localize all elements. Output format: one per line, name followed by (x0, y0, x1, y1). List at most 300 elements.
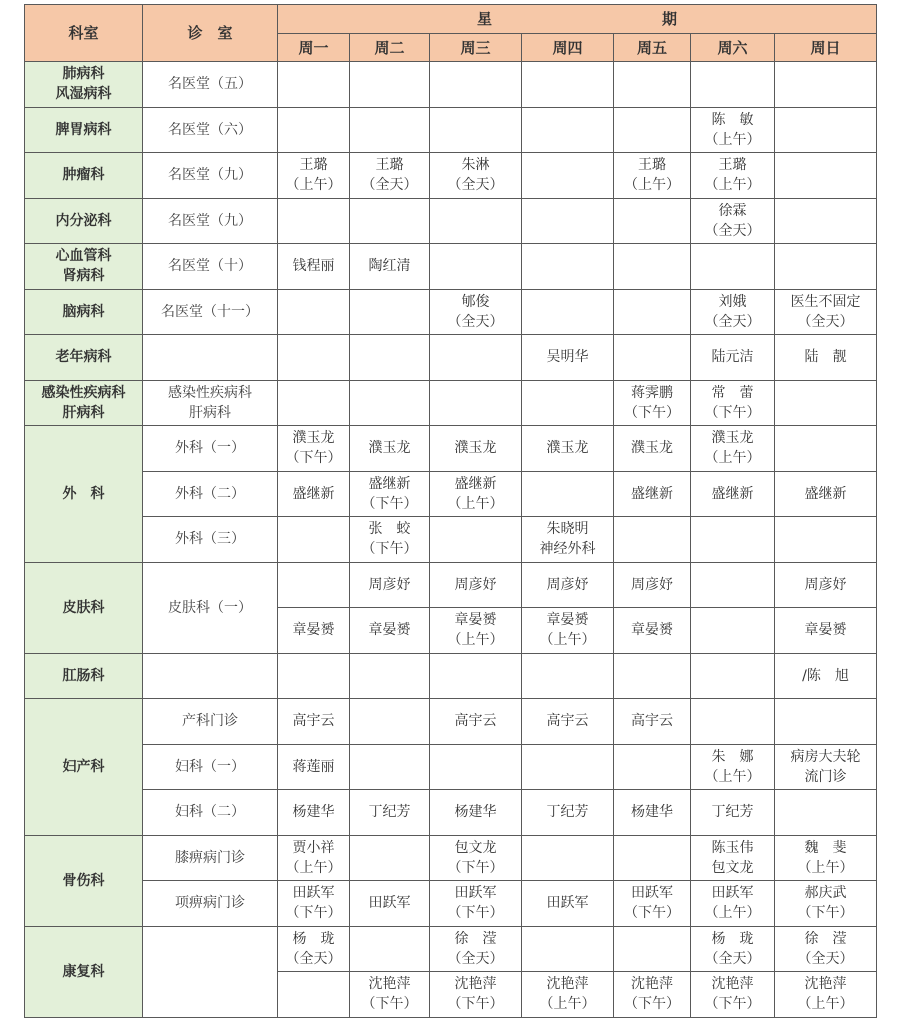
doctor-name: 盛继新 (454, 475, 497, 492)
schedule-cell (522, 471, 614, 517)
schedule-cell (522, 244, 614, 290)
schedule-row (25, 107, 877, 153)
schedule-cell (775, 744, 877, 790)
room-name: 项痹病门诊 (175, 895, 245, 912)
schedule-cell (350, 380, 430, 426)
doctor-name: 周彦妤 (368, 576, 411, 593)
schedule-cell (350, 972, 430, 1018)
schedule-cell (691, 335, 775, 381)
session-note: （全天） (704, 313, 761, 330)
dept-cell (25, 835, 143, 926)
schedule-cell (430, 244, 522, 290)
doctor-name: 杨 珑 (711, 930, 754, 947)
doctor-name: 盛继新 (711, 485, 754, 502)
schedule-cell (775, 289, 877, 335)
schedule-cell (522, 153, 614, 199)
doctor-name: 高宇云 (631, 713, 673, 730)
session-note: （下午） (285, 450, 342, 467)
schedule-cell (350, 926, 430, 972)
schedule-cell (278, 335, 350, 381)
schedule-body (25, 62, 877, 1018)
doctor-name: 杨建华 (292, 804, 335, 821)
session-note: （上午） (539, 632, 596, 649)
schedule-row (25, 198, 877, 244)
dept-cell (25, 426, 143, 563)
session-note: 流门诊 (804, 768, 847, 785)
session-note: 神经外科 (539, 541, 596, 558)
day-header: 周四 (522, 34, 614, 62)
doctor-name: 徐 滢 (454, 930, 497, 947)
schedule-cell (614, 289, 691, 335)
session-note: （上午） (704, 450, 761, 467)
session-note: （上午） (704, 131, 761, 148)
schedule-cell (614, 881, 691, 927)
schedule-cell (614, 153, 691, 199)
schedule-cell (691, 926, 775, 972)
schedule-cell (775, 881, 877, 927)
session-note: （下午） (447, 905, 504, 922)
schedule-cell (430, 972, 522, 1018)
schedule-cell (278, 562, 350, 608)
schedule-cell (691, 881, 775, 927)
dept-cell (25, 653, 143, 699)
schedule-row (25, 562, 877, 608)
week-header (278, 5, 877, 34)
room-cell (143, 926, 278, 1017)
schedule-cell (430, 562, 522, 608)
schedule-cell (278, 107, 350, 153)
doctor-name: 钱程丽 (292, 258, 335, 275)
doctor-name: 田跃军 (292, 885, 335, 902)
schedule-cell (430, 926, 522, 972)
schedule-row (25, 289, 877, 335)
session-note: （全天） (797, 313, 854, 330)
doctor-name: 周彦妤 (631, 576, 673, 593)
schedule-cell (278, 653, 350, 699)
schedule-cell (775, 62, 877, 108)
doctor-name: 包文龙 (454, 839, 497, 856)
doctor-name: 周彦妤 (546, 576, 589, 593)
session-note: （上午） (704, 905, 761, 922)
schedule-cell (614, 471, 691, 517)
schedule-cell (522, 380, 614, 426)
dept-cell (25, 562, 143, 653)
session-note: （全天） (704, 950, 761, 967)
doctor-name: 濮玉龙 (546, 440, 589, 457)
session-note: （下午） (624, 996, 680, 1013)
doctor-name: 张 蛟 (368, 521, 411, 538)
day-header: 周六 (691, 34, 775, 62)
dept-cell (25, 380, 143, 426)
schedule-cell (775, 471, 877, 517)
dept-name: 脑病科 (62, 303, 105, 320)
schedule-cell (614, 335, 691, 381)
room-name: 名医堂（九） (168, 212, 252, 229)
dept-name: 肾病科 (62, 268, 105, 285)
day-header: 周一 (278, 34, 350, 62)
room-header: 诊 室 (143, 5, 278, 62)
room-cell (143, 62, 278, 108)
doctor-name: 徐霖 (718, 202, 747, 219)
doctor-name: 章晏赟 (546, 612, 589, 629)
doctor-name: 丁纪芳 (711, 804, 754, 821)
doctor-name: 盛继新 (804, 485, 847, 502)
schedule-cell (430, 426, 522, 472)
doctor-name: 濮玉龙 (368, 440, 411, 457)
schedule-row (25, 653, 877, 699)
week-char: 星 (476, 10, 492, 28)
session-note: （下午） (704, 996, 761, 1013)
dept-cell (25, 289, 143, 335)
dept-name: 心血管科 (55, 248, 112, 265)
doctor-name: 陈 敏 (711, 111, 754, 128)
doctor-name: 郇俊 (461, 293, 490, 310)
schedule-cell (691, 380, 775, 426)
header-row (25, 5, 877, 34)
schedule-cell (350, 790, 430, 836)
schedule-cell (278, 972, 350, 1018)
schedule-cell (614, 790, 691, 836)
schedule-cell (691, 744, 775, 790)
session-note: （下午） (624, 905, 680, 922)
schedule-cell (350, 62, 430, 108)
schedule-cell (614, 835, 691, 881)
room-name: 妇科（二） (175, 804, 245, 821)
schedule-cell (522, 107, 614, 153)
schedule-cell (691, 653, 775, 699)
schedule-cell (350, 335, 430, 381)
doctor-name: 沈艳萍 (454, 976, 497, 993)
schedule-cell (430, 790, 522, 836)
room-cell (143, 744, 278, 790)
doctor-name: 高宇云 (292, 713, 335, 730)
schedule-cell (691, 699, 775, 745)
doctor-name: 濮玉龙 (292, 430, 335, 447)
schedule-cell (350, 198, 430, 244)
schedule-cell (691, 426, 775, 472)
dept-name: 骨伤科 (62, 872, 105, 889)
schedule-cell (775, 380, 877, 426)
dept-name: 肛肠科 (62, 667, 105, 684)
schedule-cell (775, 835, 877, 881)
session-note: （下午） (285, 905, 342, 922)
day-header: 周五 (614, 34, 691, 62)
session-note: （全天） (361, 177, 418, 194)
schedule-cell (278, 289, 350, 335)
doctor-name: 杨建华 (454, 804, 497, 821)
room-cell (143, 107, 278, 153)
schedule-cell (278, 790, 350, 836)
session-note: （上午） (285, 859, 342, 876)
schedule-cell (350, 426, 430, 472)
doctor-name: 章晏赟 (292, 622, 335, 639)
dept-header: 科室 (25, 5, 143, 62)
dept-name: 康复科 (62, 963, 105, 980)
doctor-name: 沈艳萍 (804, 976, 847, 993)
doctor-name: 田跃军 (546, 895, 589, 912)
room-cell (143, 699, 278, 745)
schedule-row (25, 699, 877, 745)
room-name: 名医堂（十） (168, 258, 252, 275)
schedule-cell (614, 426, 691, 472)
session-note: （下午） (447, 859, 504, 876)
session-note: （上午） (447, 632, 504, 649)
schedule-cell (775, 790, 877, 836)
schedule-cell (691, 62, 775, 108)
dept-name: 皮肤科 (62, 599, 105, 616)
session-note: （全天） (797, 950, 854, 967)
dept-name: 妇产科 (62, 758, 105, 775)
doctor-name: 盛继新 (292, 485, 335, 502)
doctor-name: 魏 斐 (804, 839, 847, 856)
room-cell (143, 562, 278, 653)
schedule-cell (430, 881, 522, 927)
session-note: 包文龙 (711, 859, 754, 876)
room-name: 妇科（一） (175, 758, 245, 775)
session-note: （下午） (797, 905, 854, 922)
doctor-name: 王璐 (638, 157, 666, 174)
doctor-name: 郝庆武 (804, 885, 847, 902)
session-note: （上午） (447, 495, 504, 512)
room-name: 皮肤科（一） (168, 599, 252, 616)
day-header: 周三 (430, 34, 522, 62)
doctor-name: 常 蕾 (711, 384, 754, 401)
schedule-cell (775, 198, 877, 244)
doctor-name: 医生不固定 (790, 293, 861, 310)
schedule-cell (691, 153, 775, 199)
session-note: （上午） (797, 996, 854, 1013)
schedule-cell (775, 562, 877, 608)
doctor-name: 病房大夫轮 (790, 748, 861, 765)
room-cell (143, 198, 278, 244)
session-note: （上午） (797, 859, 854, 876)
schedule-cell (430, 517, 522, 563)
schedule-cell (430, 699, 522, 745)
schedule-cell (775, 517, 877, 563)
doctor-name: 周彦妤 (454, 576, 497, 593)
schedule-cell (522, 289, 614, 335)
dept-name: 肺病科 (62, 66, 105, 83)
session-note: （下午） (447, 996, 504, 1013)
schedule-cell (691, 517, 775, 563)
schedule-row (25, 744, 877, 790)
schedule-cell (522, 790, 614, 836)
schedule-cell (775, 653, 877, 699)
room-name: 名医堂（十一） (161, 303, 259, 320)
schedule-cell (430, 471, 522, 517)
schedule-row (25, 380, 877, 426)
room-cell (143, 881, 278, 927)
schedule-cell (430, 289, 522, 335)
schedule-cell (614, 744, 691, 790)
doctor-name: 田跃军 (711, 885, 754, 902)
doctor-name: 徐 滢 (804, 930, 847, 947)
doctor-name: 盛继新 (631, 485, 673, 502)
schedule-cell (430, 653, 522, 699)
schedule-cell (775, 244, 877, 290)
schedule-row (25, 926, 877, 972)
schedule-cell (775, 972, 877, 1018)
schedule-table (24, 4, 877, 1018)
schedule-cell (278, 198, 350, 244)
doctor-name: 沈艳萍 (546, 976, 589, 993)
schedule-cell (775, 699, 877, 745)
schedule-row (25, 62, 877, 108)
session-note: （全天） (704, 222, 761, 239)
schedule-cell (522, 517, 614, 563)
dept-cell (25, 62, 143, 108)
session-note: （下午） (624, 404, 680, 421)
doctor-name: 高宇云 (454, 713, 497, 730)
doctor-name: 沈艳萍 (631, 976, 673, 993)
room-name: 感染性疾病科 (168, 384, 252, 401)
schedule-cell (430, 62, 522, 108)
session-note: （上午） (285, 177, 342, 194)
dept-name: 内分泌科 (55, 212, 112, 229)
doctor-name: 田跃军 (368, 895, 411, 912)
room-name: 名医堂（九） (168, 167, 252, 184)
doctor-name: 王璐 (718, 157, 747, 174)
schedule-cell (522, 198, 614, 244)
schedule-row (25, 881, 877, 927)
doctor-name: 朱 娜 (711, 748, 754, 765)
schedule-cell (430, 835, 522, 881)
room-name: 名医堂（五） (168, 76, 252, 93)
doctor-name: 王璐 (299, 157, 328, 174)
dept-name: 风湿病科 (55, 86, 112, 103)
schedule-cell (278, 744, 350, 790)
dept-name: 感染性疾病科 (41, 384, 126, 401)
schedule-cell (278, 835, 350, 881)
schedule-cell (278, 881, 350, 927)
schedule-cell (522, 835, 614, 881)
schedule-cell (278, 926, 350, 972)
room-cell (143, 335, 278, 381)
schedule-cell (691, 562, 775, 608)
schedule-cell (614, 198, 691, 244)
schedule-cell (350, 107, 430, 153)
schedule-cell (350, 699, 430, 745)
schedule-cell (278, 153, 350, 199)
room-name: 肝病科 (189, 404, 231, 421)
schedule-cell (775, 608, 877, 654)
schedule-row (25, 790, 877, 836)
schedule-cell (775, 107, 877, 153)
doctor-name: 吴明华 (546, 349, 589, 366)
doctor-name: 田跃军 (454, 885, 497, 902)
doctor-name: 濮玉龙 (711, 430, 754, 447)
schedule-cell (430, 107, 522, 153)
schedule-cell (430, 335, 522, 381)
schedule-cell (614, 244, 691, 290)
dept-cell (25, 335, 143, 381)
doctor-name: 朱晓明 (546, 521, 589, 538)
schedule-cell (691, 835, 775, 881)
doctor-name: 陆元洁 (711, 349, 754, 366)
session-note: （上午） (704, 177, 761, 194)
doctor-name: 蒋莲丽 (292, 758, 335, 775)
session-note: （上午） (704, 768, 761, 785)
dept-cell (25, 107, 143, 153)
schedule-cell (522, 881, 614, 927)
doctor-name: 朱淋 (461, 157, 490, 174)
schedule-row (25, 244, 877, 290)
doctor-name: 杨 珑 (292, 930, 335, 947)
doctor-name: 贾小祥 (292, 839, 335, 856)
schedule-cell (691, 198, 775, 244)
room-cell (143, 653, 278, 699)
schedule-cell (350, 653, 430, 699)
dept-cell (25, 699, 143, 836)
room-cell (143, 426, 278, 472)
schedule-cell (278, 699, 350, 745)
schedule-cell (691, 107, 775, 153)
room-name: 外科（二） (175, 485, 245, 502)
schedule-cell (430, 153, 522, 199)
schedule-row (25, 835, 877, 881)
doctor-name: 章晏赟 (631, 622, 673, 639)
room-cell (143, 380, 278, 426)
schedule-cell (350, 744, 430, 790)
dept-name: 脾胃病科 (55, 121, 112, 138)
schedule-cell (614, 699, 691, 745)
schedule-cell (522, 62, 614, 108)
schedule-cell (350, 881, 430, 927)
schedule-cell (691, 244, 775, 290)
doctor-name: 丁纪芳 (368, 804, 411, 821)
room-cell (143, 835, 278, 881)
doctor-name: 章晏赟 (454, 612, 497, 629)
room-cell (143, 244, 278, 290)
session-note: （下午） (361, 541, 418, 558)
room-cell (143, 517, 278, 563)
schedule-cell (278, 62, 350, 108)
doctor-name: 沈艳萍 (368, 976, 411, 993)
schedule-row (25, 335, 877, 381)
schedule-row (25, 153, 877, 199)
schedule-cell (691, 790, 775, 836)
dept-name: 老年病科 (55, 349, 112, 366)
room-name: 外科（一） (175, 440, 245, 457)
schedule-cell (350, 517, 430, 563)
schedule-cell (522, 699, 614, 745)
schedule-cell (614, 653, 691, 699)
schedule-cell (614, 926, 691, 972)
schedule-cell (522, 653, 614, 699)
doctor-name: 杨建华 (631, 804, 673, 821)
schedule-cell (614, 517, 691, 563)
room-name: 膝痹病门诊 (175, 849, 245, 866)
schedule-cell (350, 153, 430, 199)
schedule-cell (775, 153, 877, 199)
schedule-cell (278, 426, 350, 472)
room-cell (143, 471, 278, 517)
dept-cell (25, 244, 143, 290)
doctor-name: 陈玉伟 (711, 839, 754, 856)
session-note: （上午） (539, 996, 596, 1013)
room-cell (143, 790, 278, 836)
room-cell (143, 289, 278, 335)
session-note: （全天） (447, 313, 504, 330)
schedule-cell (350, 471, 430, 517)
week-char: 期 (662, 10, 678, 28)
day-header: 周日 (775, 34, 877, 62)
schedule-cell (278, 471, 350, 517)
schedule-cell (775, 426, 877, 472)
dept-cell (25, 926, 143, 1017)
doctor-name: 周彦妤 (804, 576, 847, 593)
schedule-cell (522, 608, 614, 654)
